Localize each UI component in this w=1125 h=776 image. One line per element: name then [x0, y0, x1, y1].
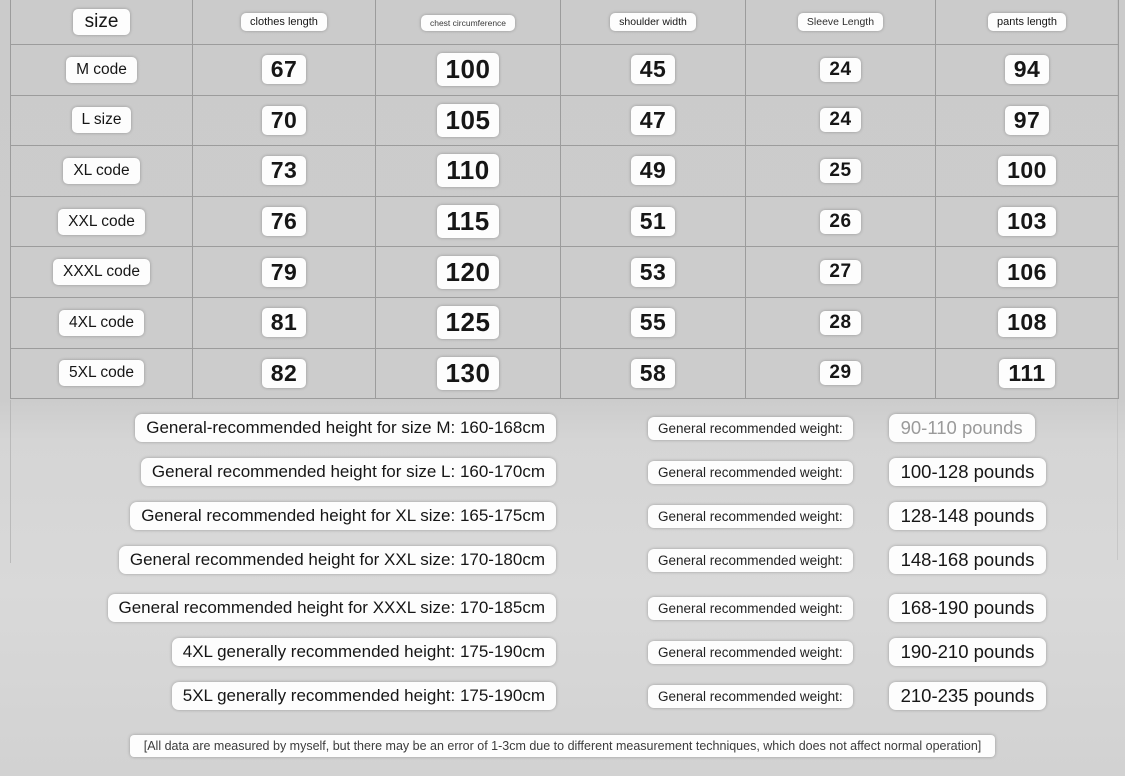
weight-label: General recommended weight: — [648, 641, 853, 664]
cell-value: 110 — [437, 154, 498, 187]
height-recommendation: General recommended height for XL size: 165-175cm — [130, 502, 556, 530]
height-recommendation: General recommended height for size L: 160-170cm — [141, 458, 556, 486]
cell-value: 115 — [437, 205, 498, 238]
table-row-xl — [11, 146, 1119, 197]
recommendation-row-xl — [0, 494, 1125, 538]
column-header-sleeve-length: Sleeve Length — [798, 13, 883, 31]
recommendation-row-m — [0, 406, 1125, 450]
cell-value: 70 — [262, 106, 307, 135]
height-recommendation: General recommended height for XXXL size: 170-185cm — [108, 594, 557, 622]
cell-value: 29 — [820, 361, 860, 385]
weight-value: 190-210 pounds — [889, 638, 1047, 666]
row-label: M code — [66, 57, 137, 83]
row-label: 4XL code — [59, 310, 144, 336]
height-recommendation: General recommended height for XXL size: 170-180cm — [119, 546, 556, 574]
column-header-chest-circumference: chest circumference — [421, 15, 515, 31]
table-row-4xl — [11, 297, 1119, 348]
cell-value: 58 — [631, 359, 676, 388]
weight-label: General recommended weight: — [648, 505, 853, 528]
recommendations-section — [0, 406, 1125, 718]
column-header-size: size — [73, 9, 131, 35]
weight-value: 128-148 pounds — [889, 502, 1047, 530]
cell-value: 103 — [998, 207, 1056, 236]
row-label: XXL code — [58, 209, 145, 235]
size-chart-table — [10, 0, 1119, 399]
weight-label: General recommended weight: — [648, 461, 853, 484]
table-row-xxxl — [11, 247, 1119, 298]
cell-value: 24 — [820, 58, 860, 82]
table-row-5xl — [11, 348, 1119, 399]
cell-value: 79 — [262, 258, 307, 287]
weight-value: 168-190 pounds — [889, 594, 1047, 622]
height-recommendation: 4XL generally recommended height: 175-190cm — [172, 638, 556, 666]
cell-value: 82 — [262, 359, 307, 388]
row-label: L size — [72, 107, 132, 133]
height-recommendation: 5XL generally recommended height: 175-190cm — [172, 682, 556, 710]
cell-value: 108 — [998, 308, 1056, 337]
weight-label: General recommended weight: — [648, 549, 853, 572]
cell-value: 111 — [999, 359, 1054, 388]
cell-value: 45 — [631, 55, 676, 84]
row-label: XXXL code — [53, 259, 150, 285]
cell-value: 49 — [631, 156, 676, 185]
recommendation-row-5xl — [0, 674, 1125, 718]
table-row-xxl — [11, 196, 1119, 247]
table-row-m — [11, 45, 1119, 96]
cell-value: 67 — [262, 55, 307, 84]
recommendation-row-xxxl — [0, 586, 1125, 630]
cell-value: 24 — [820, 108, 860, 132]
cell-value: 100 — [437, 53, 500, 86]
cell-value: 81 — [262, 308, 307, 337]
header-row — [11, 0, 1119, 45]
weight-value: 90-110 pounds — [889, 414, 1035, 442]
cell-value: 55 — [631, 308, 676, 337]
cell-value: 97 — [1005, 106, 1050, 135]
weight-label: General recommended weight: — [648, 417, 853, 440]
recommendation-row-xxl — [0, 538, 1125, 582]
height-recommendation: General-recommended height for size M: 160-168cm — [135, 414, 556, 442]
weight-value: 210-235 pounds — [889, 682, 1047, 710]
table-row-l — [11, 95, 1119, 146]
cell-value: 27 — [820, 260, 860, 284]
recommendation-row-4xl — [0, 630, 1125, 674]
recommendation-row-l — [0, 450, 1125, 494]
cell-value: 125 — [437, 306, 500, 339]
cell-value: 26 — [820, 210, 860, 234]
disclaimer-text: [All data are measured by myself, but there may be an error of 1-3cm due to different measurement techniques, which does not affect normal operation] — [130, 735, 996, 757]
weight-value: 148-168 pounds — [889, 546, 1047, 574]
column-header-pants-length: pants length — [988, 13, 1066, 31]
weight-label: General recommended weight: — [648, 597, 853, 620]
cell-value: 28 — [820, 311, 860, 335]
measurement-disclaimer — [0, 735, 1125, 757]
cell-value: 76 — [262, 207, 307, 236]
cell-value: 100 — [998, 156, 1056, 185]
cell-value: 51 — [631, 207, 676, 236]
weight-label: General recommended weight: — [648, 685, 853, 708]
row-label: 5XL code — [59, 360, 144, 386]
cell-value: 120 — [437, 256, 500, 289]
cell-value: 105 — [437, 104, 500, 137]
cell-value: 73 — [262, 156, 307, 185]
column-header-shoulder-width: shoulder width — [610, 13, 696, 31]
cell-value: 94 — [1005, 55, 1050, 84]
weight-value: 100-128 pounds — [889, 458, 1047, 486]
cell-value: 25 — [820, 159, 860, 183]
cell-value: 106 — [998, 258, 1056, 287]
row-label: XL code — [63, 158, 139, 184]
cell-value: 130 — [437, 357, 500, 390]
column-header-clothes-length: clothes length — [241, 13, 327, 31]
cell-value: 53 — [631, 258, 676, 287]
cell-value: 47 — [631, 106, 676, 135]
